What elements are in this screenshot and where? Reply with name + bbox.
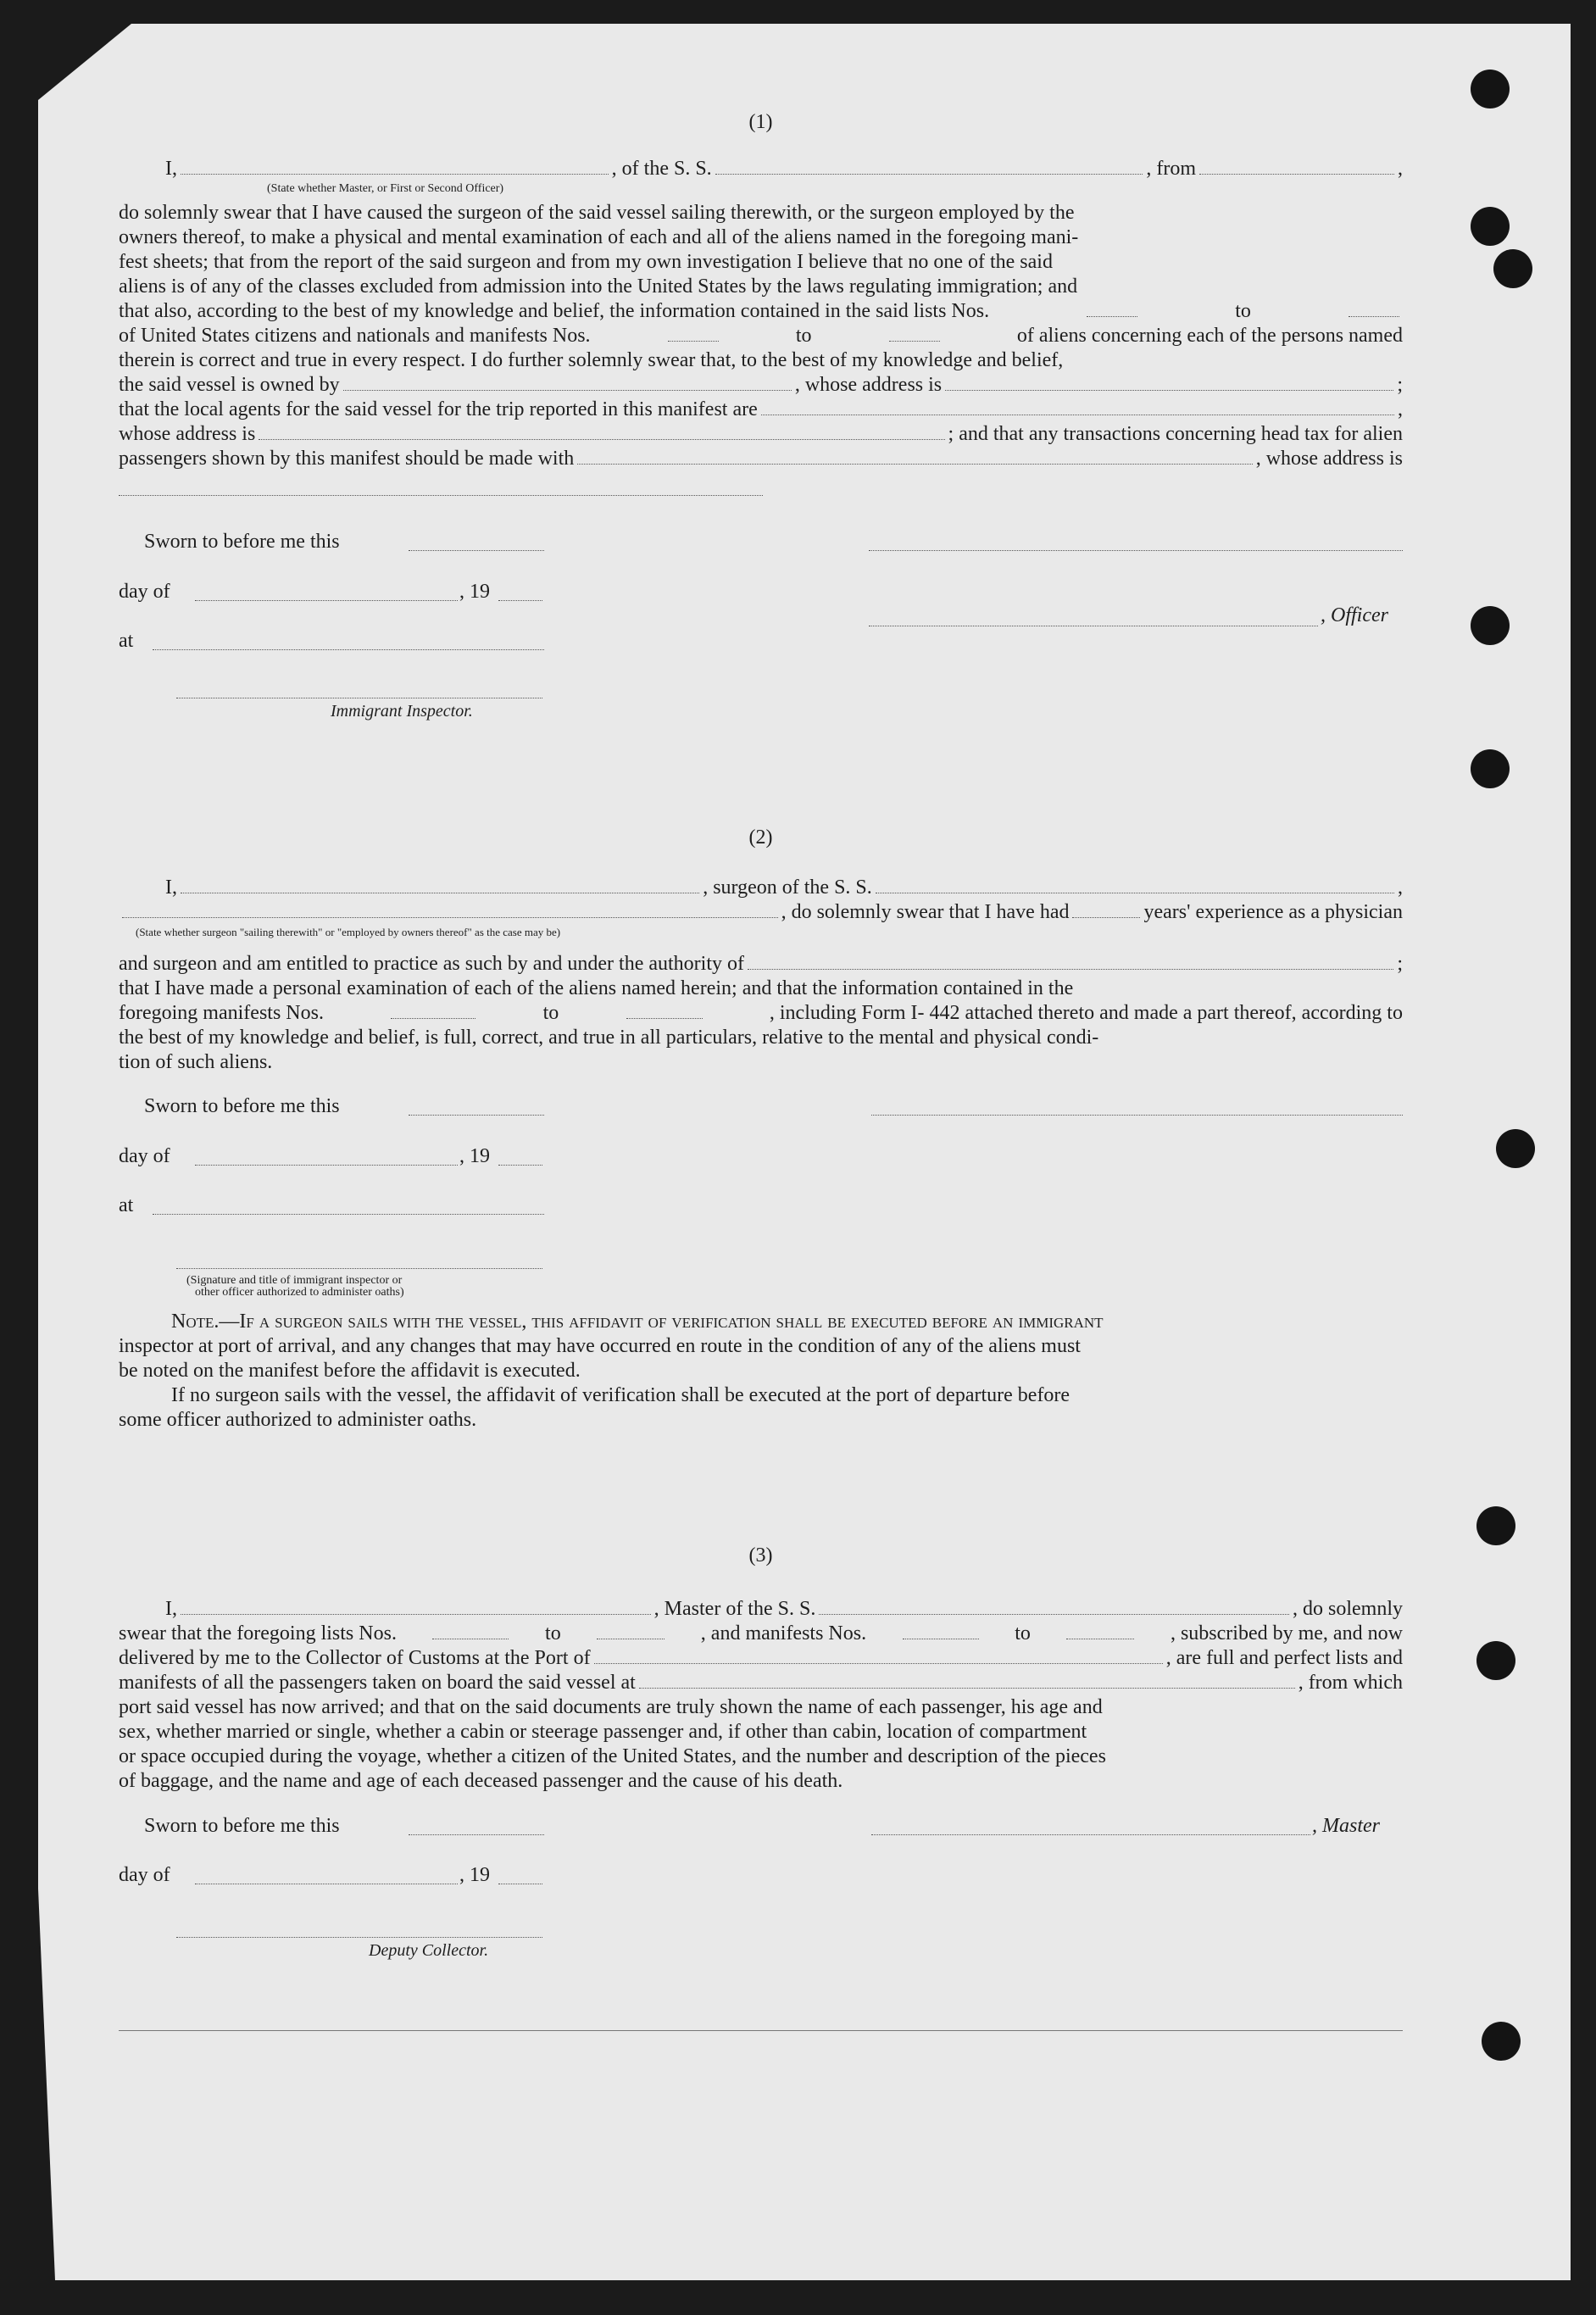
section-number: (2)	[748, 826, 773, 849]
punch-hole	[1482, 2022, 1521, 2061]
year-field[interactable]	[498, 1883, 542, 1884]
inspector-signature-line[interactable]	[176, 697, 542, 698]
sworn-day-field[interactable]	[409, 549, 544, 551]
agents-field[interactable]	[761, 398, 1394, 415]
note-text: If no surgeon sails with the vessel, the affidavit of verification shall be executed at the port of departure before	[171, 1384, 1070, 1406]
address-blank[interactable]	[119, 494, 763, 496]
affidavit-collector	[119, 1544, 1403, 1985]
list-from-field[interactable]	[432, 1622, 509, 1639]
oath-line: and surgeon and am entitled to practice as such by and under the authority of ;	[119, 953, 1403, 975]
section-number: (1)	[748, 111, 773, 133]
oath-line: of United States citizens and nationals and manifests Nos. to of aliens concerning each of the persons named	[119, 325, 1403, 347]
bottom-rule	[119, 2030, 1403, 2031]
manifest-to-field[interactable]	[1066, 1622, 1134, 1639]
manifest-to-field[interactable]	[626, 1001, 703, 1019]
departure-port-field[interactable]	[1199, 157, 1394, 175]
month-field[interactable]	[195, 1883, 458, 1884]
body-text: therein is correct and true in every respect. I do further solemnly swear that, to the best of my knowledge and belief,	[119, 349, 1064, 371]
day-of-label: day of	[119, 1145, 170, 1167]
head-tax-party-field[interactable]	[577, 447, 1252, 465]
punch-hole	[1496, 1129, 1535, 1168]
year-label: , 19	[459, 581, 490, 603]
manifest-from-field[interactable]	[668, 324, 719, 342]
manifest-from-field[interactable]	[391, 1001, 475, 1019]
punch-hole	[1471, 749, 1510, 788]
officer-caption: , Officer	[1321, 604, 1388, 626]
sworn-label: Sworn to before me this	[144, 1815, 340, 1837]
field-hint: (State whether surgeon "sailing therewith" or "employed by owners thereof" as the case may be)	[136, 926, 561, 938]
body-text: port said vessel has now arrived; and that on the said documents are truly shown the name of each passenger, his age and	[119, 1696, 1103, 1718]
collector-signature-line[interactable]	[176, 1936, 542, 1938]
body-text: fest sheets; that from the report of the said surgeon and from my own investigation I believe that no one of the said	[119, 251, 1053, 273]
day-of-label: day of	[119, 581, 170, 603]
field-hint: (State whether Master, or First or Second Officer)	[267, 182, 504, 195]
body-text: do solemnly swear that I have caused the surgeon of the said vessel sailing therewith, or the surgeon employed by the	[119, 202, 1075, 224]
agents-address-field[interactable]	[259, 422, 944, 440]
at-label: at	[119, 630, 134, 652]
master-caption: , Master	[1312, 1815, 1380, 1837]
oath-line: swear that the foregoing lists Nos. to , and manifests Nos. to , subscribed by me, and now	[119, 1622, 1403, 1644]
inspector-signature-line[interactable]	[176, 1267, 542, 1269]
collector-caption: Deputy Collector.	[369, 1941, 489, 1960]
surgeon-name-field[interactable]	[181, 876, 699, 893]
note-text: Note.—If a surgeon sails with the vessel, this affidavit of verification shall be executed before an immigrant	[171, 1311, 1104, 1333]
master-signature-line[interactable]	[871, 1834, 1310, 1835]
surgeon-status-field[interactable]	[122, 900, 778, 918]
officer-signature-line[interactable]	[869, 549, 1403, 551]
body-text: sex, whether married or single, whether a cabin or steerage passenger and, if other than cabin, location of compartment	[119, 1721, 1087, 1743]
sworn-day-field[interactable]	[409, 1834, 544, 1835]
oath-line: , do solemnly swear that I have had years' experience as a physician	[119, 900, 1403, 925]
month-field[interactable]	[195, 599, 458, 601]
body-text: tion of such aliens.	[119, 1051, 273, 1073]
officer-title-line[interactable]	[869, 625, 1318, 626]
signature-caption: other officer authorized to administer oaths)	[195, 1286, 404, 1299]
year-label: , 19	[459, 1145, 490, 1167]
punch-hole	[1471, 606, 1510, 645]
affidavit-master	[119, 106, 1403, 733]
boarding-port-field[interactable]	[639, 1671, 1295, 1689]
at-label: at	[119, 1194, 134, 1216]
oath-line: foregoing manifests Nos. to , including Form I- 442 attached thereto and made a part thereof, according to	[119, 1002, 1403, 1024]
year-field[interactable]	[498, 1164, 542, 1166]
master-name-field[interactable]	[181, 1597, 651, 1615]
year-label: , 19	[459, 1864, 490, 1886]
manifest-from-field[interactable]	[903, 1622, 979, 1639]
list-to-field[interactable]	[1349, 299, 1399, 317]
sworn-label: Sworn to before me this	[144, 1095, 340, 1117]
affidavit-surgeon	[119, 826, 1403, 1445]
note-text: inspector at port of arrival, and any changes that may have occurred en route in the condition of any of the aliens must	[119, 1335, 1081, 1357]
body-text: the best of my knowledge and belief, is full, correct, and true in all particulars, relative to the mental and physical condi-	[119, 1027, 1099, 1049]
place-field[interactable]	[153, 1213, 544, 1215]
place-field[interactable]	[153, 648, 544, 650]
owner-field[interactable]	[343, 373, 792, 391]
signature-caption: (Signature and title of immigrant inspector or	[186, 1274, 403, 1287]
manifest-to-field[interactable]	[889, 324, 940, 342]
surgeon-signature-line[interactable]	[871, 1114, 1403, 1116]
authority-field[interactable]	[748, 952, 1393, 970]
officer-name-field[interactable]	[181, 157, 609, 175]
list-to-field[interactable]	[597, 1622, 665, 1639]
oath-line: passengers shown by this manifest should be made with , whose address is	[119, 448, 1403, 470]
body-text: aliens is of any of the classes excluded from admission into the United States by the laws regulating immigration; and	[119, 275, 1078, 298]
body-text: of baggage, and the name and age of each deceased passenger and the cause of his death.	[119, 1770, 843, 1792]
punch-hole	[1471, 70, 1510, 109]
oath-line: whose address is ; and that any transactions concerning head tax for alien	[119, 423, 1403, 445]
oath-line: I, , Master of the S. S. , do solemnly	[165, 1598, 1403, 1620]
oath-line: I, , surgeon of the S. S. ,	[165, 876, 1403, 899]
years-field[interactable]	[1072, 900, 1140, 918]
section-number: (3)	[748, 1544, 773, 1567]
year-field[interactable]	[498, 599, 542, 601]
oath-line: that also, according to the best of my knowledge and belief, the information contained in the said lists Nos. to	[119, 299, 1403, 324]
body-text: that I have made a personal examination of each of the aliens named herein; and that the information contained in the	[119, 977, 1074, 999]
sworn-day-field[interactable]	[409, 1114, 544, 1116]
oath-line: manifests of all the passengers taken on board the said vessel at , from which	[119, 1672, 1403, 1694]
list-from-field[interactable]	[1087, 299, 1137, 317]
port-field[interactable]	[594, 1646, 1163, 1664]
inspector-caption: Immigrant Inspector.	[331, 702, 473, 721]
note-text: some officer authorized to administer oaths.	[119, 1409, 477, 1431]
punch-hole	[1471, 207, 1510, 246]
body-text: or space occupied during the voyage, whether a citizen of the United States, and the number and description of the pieces	[119, 1745, 1106, 1767]
vessel-name-field[interactable]	[715, 157, 1143, 175]
punch-hole	[1476, 1506, 1515, 1545]
vessel-name-field[interactable]	[876, 876, 1394, 893]
oath-line: I, , of the S. S. , from ,	[165, 158, 1404, 180]
day-of-label: day of	[119, 1864, 170, 1886]
punch-hole	[1476, 1641, 1515, 1680]
oath-line: that the local agents for the said vessel for the trip reported in this manifest are ,	[119, 398, 1403, 420]
month-field[interactable]	[195, 1164, 458, 1166]
vessel-name-field[interactable]	[819, 1597, 1289, 1615]
body-text: owners thereof, to make a physical and mental examination of each and all of the aliens named in the foregoing mani-	[119, 226, 1079, 248]
sworn-label: Sworn to before me this	[144, 531, 340, 553]
oath-line: delivered by me to the Collector of Customs at the Port of , are full and perfect lists and	[119, 1647, 1403, 1669]
owner-address-field[interactable]	[945, 373, 1393, 391]
oath-line: the said vessel is owned by , whose address is ;	[119, 374, 1404, 396]
punch-hole	[1493, 249, 1532, 288]
note-text: be noted on the manifest before the affidavit is executed.	[119, 1360, 581, 1382]
